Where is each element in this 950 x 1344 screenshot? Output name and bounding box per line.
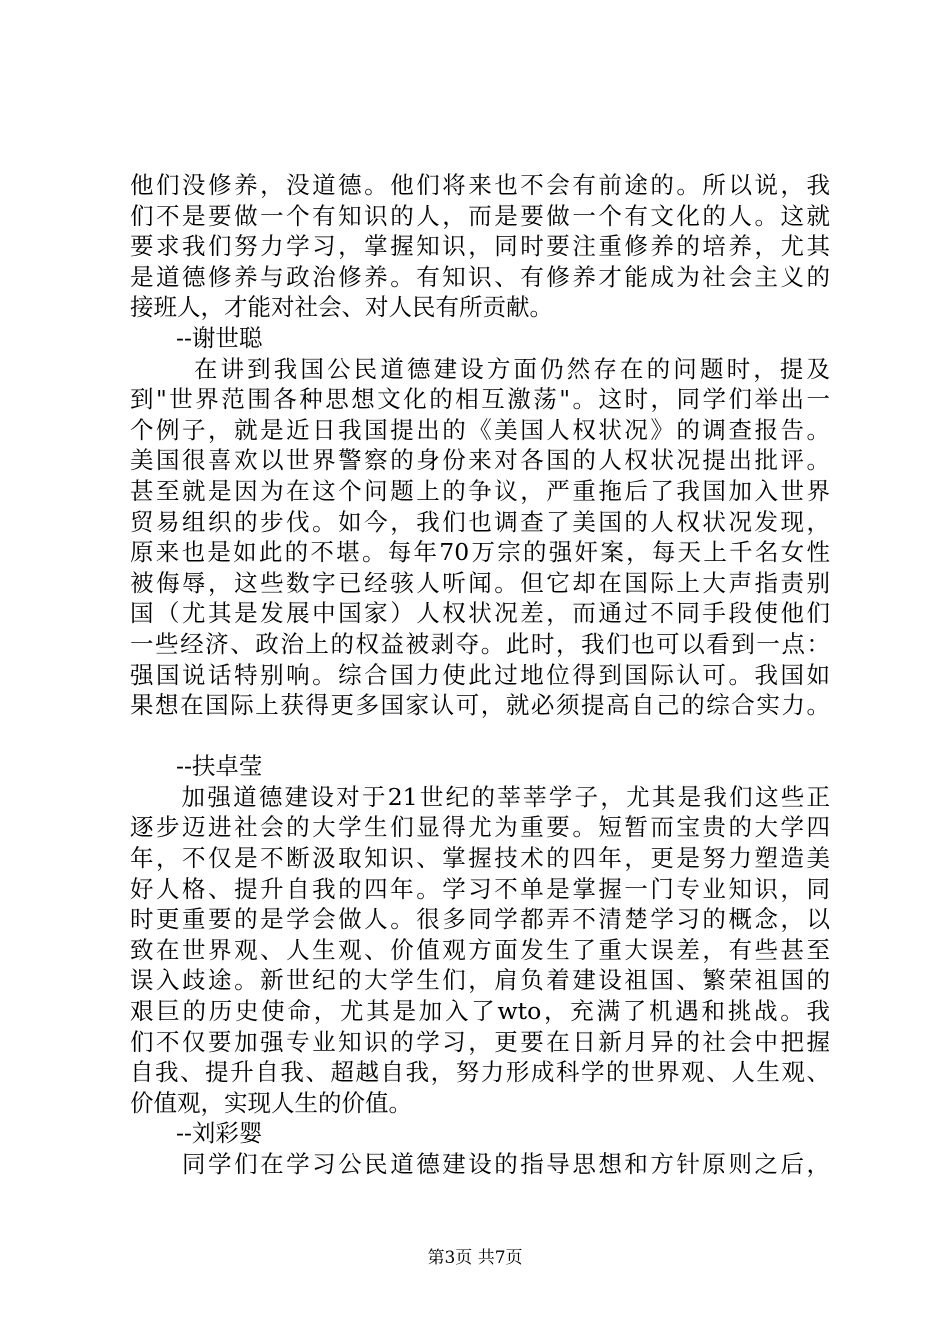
- text-line: 自我、提升自我、超越自我，努力形成科学的世界观、人生观、: [130, 1058, 830, 1087]
- text-line: 艰巨的历史使命，尤其是加入了wto，充满了机遇和挑战。我: [130, 997, 830, 1026]
- text-line: 年，不仅是不断汲取知识、掌握技术的四年，更是努力塑造美: [130, 844, 830, 873]
- text-line: 原来也是如此的不堪。每年70万宗的强奸案，每天上千名女性: [130, 538, 830, 567]
- text-line: 个例子，就是近日我国提出的《美国人权状况》的调查报告。: [130, 415, 830, 444]
- text-line: 国（尤其是发展中国家）人权状况差，而通过不同手段使他们: [130, 599, 830, 628]
- author-signature: --扶卓莹: [176, 752, 263, 781]
- text-line: 果想在国际上获得更多国家认可，就必须提高自己的综合实力。: [130, 691, 830, 720]
- text-line: 们不仅要加强专业知识的学习，更要在日新月异的社会中把握: [130, 1027, 830, 1056]
- text-line: 甚至就是因为在这个问题上的争议，严重拖后了我国加入世界: [130, 476, 830, 505]
- text-line: 致在世界观、人生观、价值观方面发生了重大误差，有些甚至: [130, 935, 830, 964]
- author-signature: --谢世聪: [176, 323, 263, 352]
- text-line: 时更重要的是学会做人。很多同学都弄不清楚学习的概念，以: [130, 905, 830, 934]
- text-line: 逐步迈进社会的大学生们显得尤为重要。短暂而宝贵的大学四: [130, 813, 830, 842]
- text-line: 是道德修养与政治修养。有知识、有修养才能成为社会主义的: [130, 262, 830, 291]
- text-line: 价值观，实现人生的价值。: [130, 1088, 412, 1117]
- page-footer: 第3页 共7页: [427, 1248, 523, 1268]
- text-line: 们不是要做一个有知识的人，而是要做一个有文化的人。这就: [130, 201, 830, 230]
- text-line: 强国说话特别响。综合国力使此过地位得到国际认可。我国如: [130, 660, 830, 689]
- text-line: 加强道德建设对于21世纪的莘莘学子，尤其是我们这些正: [130, 782, 830, 811]
- text-line: 美国很喜欢以世界警察的身份来对各国的人权状况提出批评。: [130, 446, 830, 475]
- author-signature: --刘彩婴: [176, 1119, 263, 1148]
- text-line: 一些经济、政治上的权益被剥夺。此时，我们也可以看到一点：: [130, 629, 830, 658]
- text-line: 同学们在学习公民道德建设的指导思想和方针原则之后，: [130, 1150, 830, 1178]
- text-line: 误入歧途。新世纪的大学生们，肩负着建设祖国、繁荣祖国的: [130, 966, 830, 995]
- text-line: 在讲到我国公民道德建设方面仍然存在的问题时，提及: [130, 354, 830, 383]
- blank-line: [130, 721, 830, 752]
- text-line: 贸易组织的步伐。如今，我们也调查了美国的人权状况发现，: [130, 507, 830, 536]
- text-line: 要求我们努力学习，掌握知识，同时要注重修养的培养，尤其: [130, 232, 830, 261]
- text-line: 他们没修养，没道德。他们将来也不会有前途的。所以说，我: [130, 171, 830, 199]
- text-line: 好人格、提升自我的四年。学习不单是掌握一门专业知识，同: [130, 874, 830, 903]
- text-line: 到"世界范围各种思想文化的相互激荡"。这时，同学们举出一: [130, 385, 830, 414]
- document-body: [130, 170, 830, 1180]
- text-line: 被侮辱，这些数字已经骇人听闻。但它却在国际上大声指责别: [130, 568, 830, 597]
- text-line: 接班人，才能对社会、对人民有所贡献。: [130, 293, 553, 322]
